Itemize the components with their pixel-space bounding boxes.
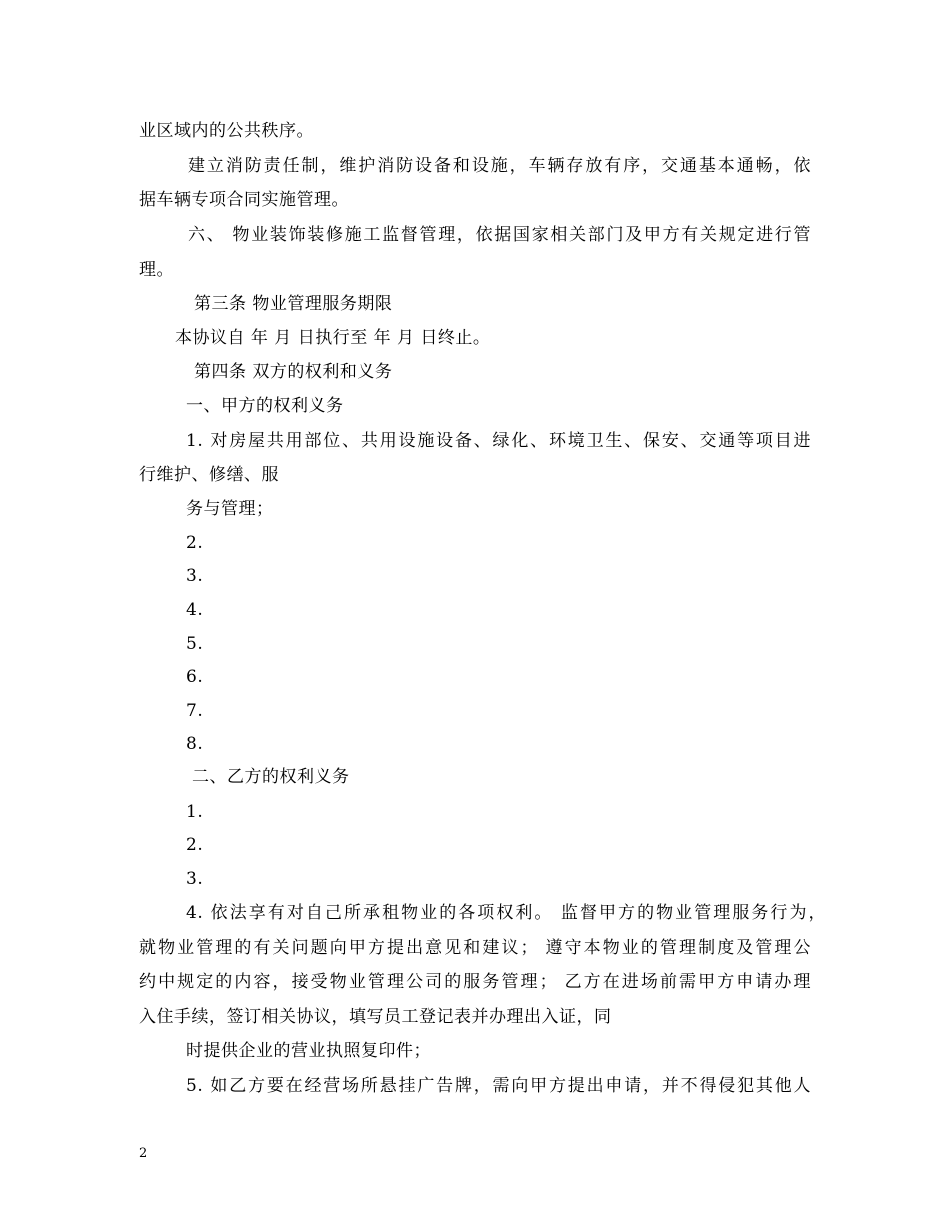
- subsection-heading: 一、甲方的权利义务: [186, 396, 344, 416]
- list-item: 3.: [186, 566, 204, 586]
- list-item: 4.: [186, 600, 204, 620]
- text-line: 本协议自 年 月 日执行至 年 月 日终止。: [175, 328, 491, 348]
- list-item: 2.: [186, 533, 204, 553]
- list-item: 8.: [186, 734, 204, 754]
- text-line: 建立消防责任制，维护消防设备和设施，车辆存放有序，交通基本通畅，依: [188, 156, 811, 176]
- text-line: 4. 依法享有对自己所承租物业的各项权利。 监督甲方的物业管理服务行为，: [186, 903, 826, 923]
- text-line: 据车辆专项合同实施管理。: [139, 190, 349, 210]
- list-item: 6.: [186, 667, 204, 687]
- text-line: 就物业管理的有关问题向甲方提出意见和建议； 遵守本物业的管理制度及管理公: [139, 938, 811, 958]
- list-item: 7.: [186, 701, 204, 721]
- text-line: 入住手续，签订相关协议，填写员工登记表并办理出入证，同: [139, 1007, 612, 1027]
- section-heading: 第四条 双方的权利和义务: [194, 362, 393, 382]
- text-line: 1. 对房屋共用部位、共用设施设备、绿化、环境卫生、保安、交通等项目进: [186, 431, 811, 451]
- text-line: 时提供企业的营业执照复印件；: [186, 1041, 431, 1061]
- text-line: 5. 如乙方要在经营场所悬挂广告牌，需向甲方提出申请，并不得侵犯其他人: [186, 1076, 811, 1096]
- text-line: 六、 物业装饰装修施工监督管理，依据国家相关部门及甲方有关规定进行管: [188, 225, 811, 245]
- list-item: 1.: [186, 802, 204, 822]
- section-heading: 第三条 物业管理服务期限: [194, 294, 393, 314]
- page-number: 2: [139, 1146, 148, 1161]
- text-line: 理。: [139, 260, 174, 280]
- text-line: 业区域内的公共秩序。: [139, 121, 314, 141]
- list-item: 3.: [186, 869, 204, 889]
- subsection-heading: 二、乙方的权利义务: [192, 767, 350, 787]
- text-line: 行维护、修缮、服: [139, 465, 279, 485]
- text-line: 约中规定的内容，接受物业管理公司的服务管理； 乙方在进场前需甲方申请办理: [139, 972, 811, 992]
- list-item: 2.: [186, 835, 204, 855]
- text-line: 务与管理；: [186, 499, 274, 519]
- list-item: 5.: [186, 634, 204, 654]
